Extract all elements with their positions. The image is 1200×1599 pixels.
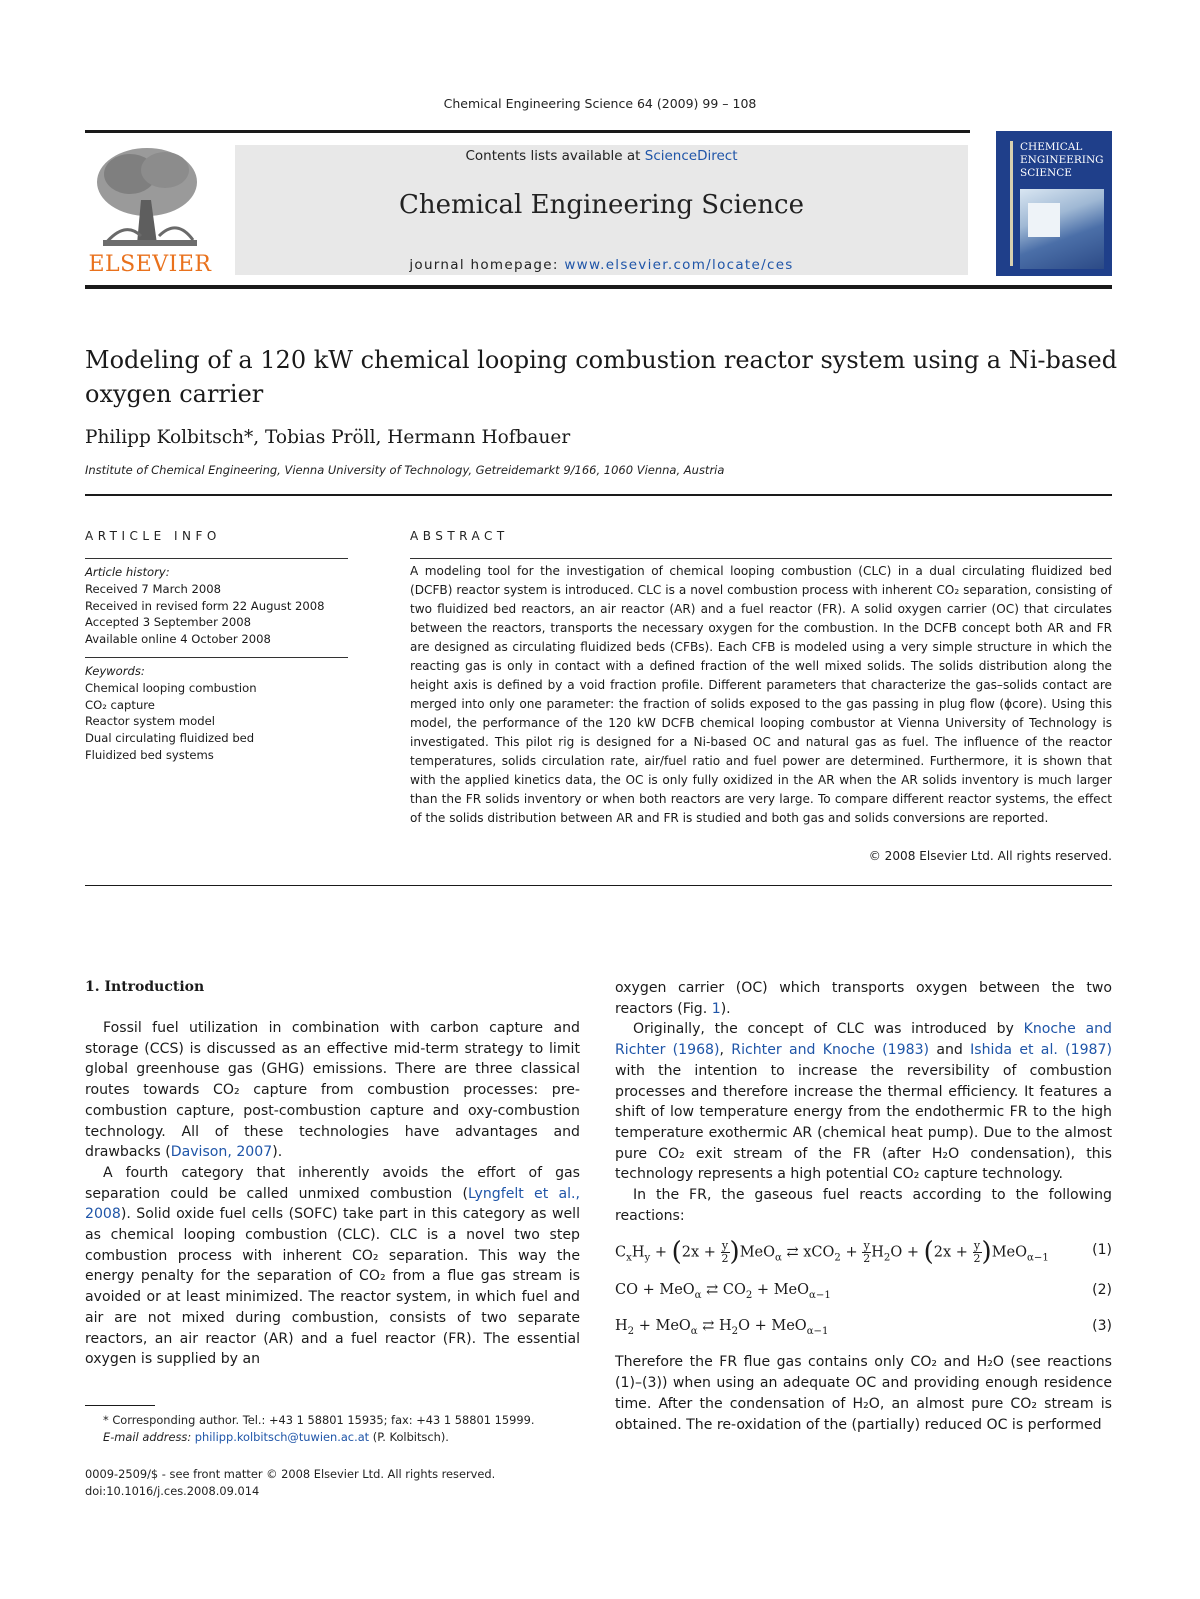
equation-number: (3) xyxy=(1092,1318,1112,1335)
paragraph: In the FR, the gaseous fuel reacts according to the following reactions: xyxy=(615,1187,1112,1224)
front-matter xyxy=(85,1466,585,1499)
author-affiliation: Institute of Chemical Engineering, Vienna University of Technology, Getreidemarkt 9/166, 1060 Vienna, Austria xyxy=(85,463,725,477)
article-info-heading: ARTICLE INFO xyxy=(85,529,221,543)
journal-homepage-link[interactable]: www.elsevier.com/locate/ces xyxy=(564,257,794,273)
citation-link[interactable]: Lyngfelt et al., 2008 xyxy=(85,1185,580,1223)
keywords-rule xyxy=(85,657,348,658)
citation-link[interactable]: Knoche and Richter (1968) xyxy=(615,1021,1112,1059)
contents-line xyxy=(235,148,968,164)
cover-image xyxy=(1020,189,1104,269)
history-label: Article history: xyxy=(85,565,170,579)
figure-link[interactable]: 1 xyxy=(711,1000,721,1017)
email-label: E-mail address: xyxy=(103,1429,195,1444)
abstract-copyright: © 2008 Elsevier Ltd. All rights reserved. xyxy=(868,849,1112,863)
sciencedirect-link[interactable]: ScienceDirect xyxy=(644,148,738,164)
left-column xyxy=(85,1018,580,1370)
paragraph xyxy=(615,978,1112,1019)
keyword-item: Fluidized bed systems xyxy=(85,747,214,762)
email-line xyxy=(85,1429,585,1446)
corresponding-author-note: * Corresponding author. Tel.: +43 1 58801 15935; fax: +43 1 58801 15999. xyxy=(103,1413,535,1427)
paragraph-text: , xyxy=(719,1042,732,1059)
issn-line: 0009-2509/$ - see front matter © 2008 Elsevier Ltd. All rights reserved. xyxy=(85,1467,496,1481)
abstract-rule xyxy=(410,558,1112,559)
equation-expression: $H_2 + MeO_\alpha$ ⇄ $H_2O + MeO_{\alpha-1}$ xyxy=(615,1318,829,1338)
citation-link[interactable]: Davison, 2007 xyxy=(170,1144,273,1161)
keyword-item: CO₂ capture xyxy=(85,697,155,712)
elsevier-wordmark: ELSEVIER xyxy=(88,252,212,277)
journal-homepage-line xyxy=(235,257,968,273)
running-head: Chemical Engineering Science 64 (2009) 99 – 108 xyxy=(443,96,757,111)
history-online: Available online 4 October 2008 xyxy=(85,632,271,647)
article-history xyxy=(85,564,355,648)
email-suffix: (P. Kolbitsch). xyxy=(369,1429,449,1444)
article-title: Modeling of a 120 kW chemical looping combustion reactor system using a Ni-based oxygen carrier xyxy=(85,346,1118,408)
header-divider xyxy=(85,494,1112,496)
history-revised: Received in revised form 22 August 2008 xyxy=(85,598,325,613)
paragraph-text: oxygen carrier (OC) which transports oxygen between the two reactors (Fig. xyxy=(615,980,1112,1017)
paragraph xyxy=(85,1163,580,1370)
equation-number: (2) xyxy=(1092,1282,1112,1299)
citation-link[interactable]: Ishida et al. (1987) xyxy=(970,1042,1112,1059)
paragraph-text: Originally, the concept of CLC was introduced by xyxy=(633,1021,1024,1038)
paragraph: Therefore the FR flue gas contains only CO₂ and H₂O (see reactions (1)–(3)) when using an adequate OC and providing enough residence time. After the condensation of H₂O, an almost pure CO₂ stream is obtained. The re-oxidation of the (partially) reduced OC is performed xyxy=(615,1354,1112,1433)
footnote-rule xyxy=(85,1405,155,1406)
paragraph-text: and xyxy=(929,1042,971,1059)
journal-title: Chemical Engineering Science xyxy=(398,190,804,220)
doi-line: doi:10.1016/j.ces.2008.09.014 xyxy=(85,1483,260,1498)
equation-2 xyxy=(615,1280,1112,1316)
cover-title: CHEMICAL ENGINEERING SCIENCE xyxy=(1020,141,1104,179)
keyword-item: Chemical looping combustion xyxy=(85,680,257,695)
history-received: Received 7 March 2008 xyxy=(85,581,222,596)
paragraph xyxy=(85,1018,580,1163)
equation-1 xyxy=(615,1237,1112,1280)
keywords-label: Keywords: xyxy=(85,664,145,678)
keywords xyxy=(85,663,355,764)
paragraph-text: ). xyxy=(720,1000,731,1017)
paragraph-text: ). xyxy=(272,1144,283,1161)
abstract-heading: ABSTRACT xyxy=(410,529,509,543)
paragraph-text: A fourth category that inherently avoids the effort of gas separation could be called unmixed combustion ( xyxy=(85,1164,580,1202)
cover-accent-line xyxy=(1010,141,1013,266)
paragraph-text: with the intention to increase the reversibility of combustion processes and therefore increase the thermal efficiency. It features a shift of low temperature energy from the endothermic FR to the high temperature exothermic AR (chemical heat pump). Due to the almost pure CO₂ exit stream of the FR (after H₂O condensation), this technology represents a high potential CO₂ capture technology. xyxy=(615,1062,1112,1183)
paragraph-text: ). Solid oxide fuel cells (SOFC) take part in this category as well as chemical looping combustion (CLC). CLC is a novel two step combustion process with inherent CO₂ separation. This way the energy penalty for the separation of CO₂ from a flue gas stream is avoided or at least minimized. The reactor system, in which fuel and air are not mixed during combustion, consists of two separate reactors, an air reactor (AR) and a fuel reactor (FR). The essential oxygen is supplied by an xyxy=(85,1206,580,1368)
paragraph xyxy=(615,1019,1112,1185)
citation-link[interactable]: Richter and Knoche (1983) xyxy=(731,1042,930,1059)
abstract-body: A modeling tool for the investigation of chemical looping combustion (CLC) in a dual circulating fluidized bed (DCFB) reactor system is introduced. CLC is a novel combustion process with inherent CO₂ separation, consisting of two fluidized bed reactors, an air reactor (AR) and a fuel reactor (FR). A solid oxygen carrier (OC) that circulates between the reactors, transports the necessary oxygen for the combustion. In the DCFB concept both AR and FR are designed as circulating fluidized beds (CFBs). Each CFB is modeled using a very simple structure in which the reacting gas is only in contact with a defined fraction of the well mixed solids. The solids distribution along the height axis is defined by a void fraction profile. Different parameters that characterize the gas–solids contact are merged into only one parameter: the fraction of solids exposed to the gas passing in plug flow (ϕcore). Using this model, the performance of the 120 kW DCFB chemical looping combustor at Vienna University of Technology is investigated. This pilot rig is designed for a Ni-based OC and natural gas as fuel. The influence of the reactor temperatures, solids circulation rate, air/fuel ratio and fuel power are determined. Furthermore, it is shown that with the applied kinetics data, the OC is only fully oxidized in the AR when the AR solids inventory is much larger than the FR solids inventory or when both reactors are very large. To compare different reactor systems, the effect of the solids distribution between AR and FR is studied and both gas and solids conversions are reported. xyxy=(410,564,1112,825)
homepage-prefix: journal homepage: xyxy=(409,257,565,273)
equation-number: (1) xyxy=(1092,1242,1112,1259)
history-accepted: Accepted 3 September 2008 xyxy=(85,615,252,630)
equation-3 xyxy=(615,1316,1112,1352)
contents-prefix: Contents lists available at xyxy=(465,148,645,164)
author-list: Philipp Kolbitsch*, Tobias Pröll, Hermann Hofbauer xyxy=(85,427,571,448)
equation-expression: $C_xH_y + (2x$ + $\frac{y}{2}$ )MeO$_\alpha$ ⇄ xCO$_2$ + $\frac{y}{2}$ $H_2O + (2x$ + $\frac{y}{2}$ )MeO$_{\alpha-1}$ xyxy=(615,1237,1049,1268)
masthead-bottom-rule xyxy=(85,285,1112,289)
equation-expression: CO + MeO$_\alpha$ ⇄ $CO_2 + MeO_{\alpha-1}$ xyxy=(615,1282,831,1302)
paragraph-text: Fossil fuel utilization in combination with carbon capture and storage (CCS) is discussed as an effective mid-term strategy to limit global greenhouse gas (GHG) emissions. There are three classical routes towards CO₂ capture from combustion processes: pre-combustion capture, post-combustion capture and oxy-combustion technology. All of these technologies have advantages and drawbacks ( xyxy=(85,1020,580,1161)
section-heading-introduction: 1. Introduction xyxy=(85,979,205,995)
journal-cover-thumbnail xyxy=(996,131,1112,276)
article-info-rule xyxy=(85,558,348,559)
keyword-item: Reactor system model xyxy=(85,714,215,729)
masthead-top-rule xyxy=(85,130,970,133)
abstract-bottom-rule xyxy=(85,885,1112,886)
footnote xyxy=(85,1412,585,1445)
keyword-item: Dual circulating fluidized bed xyxy=(85,731,255,746)
right-column xyxy=(615,978,1112,1435)
author-email-link[interactable]: philipp.kolbitsch@tuwien.ac.at xyxy=(194,1429,370,1444)
